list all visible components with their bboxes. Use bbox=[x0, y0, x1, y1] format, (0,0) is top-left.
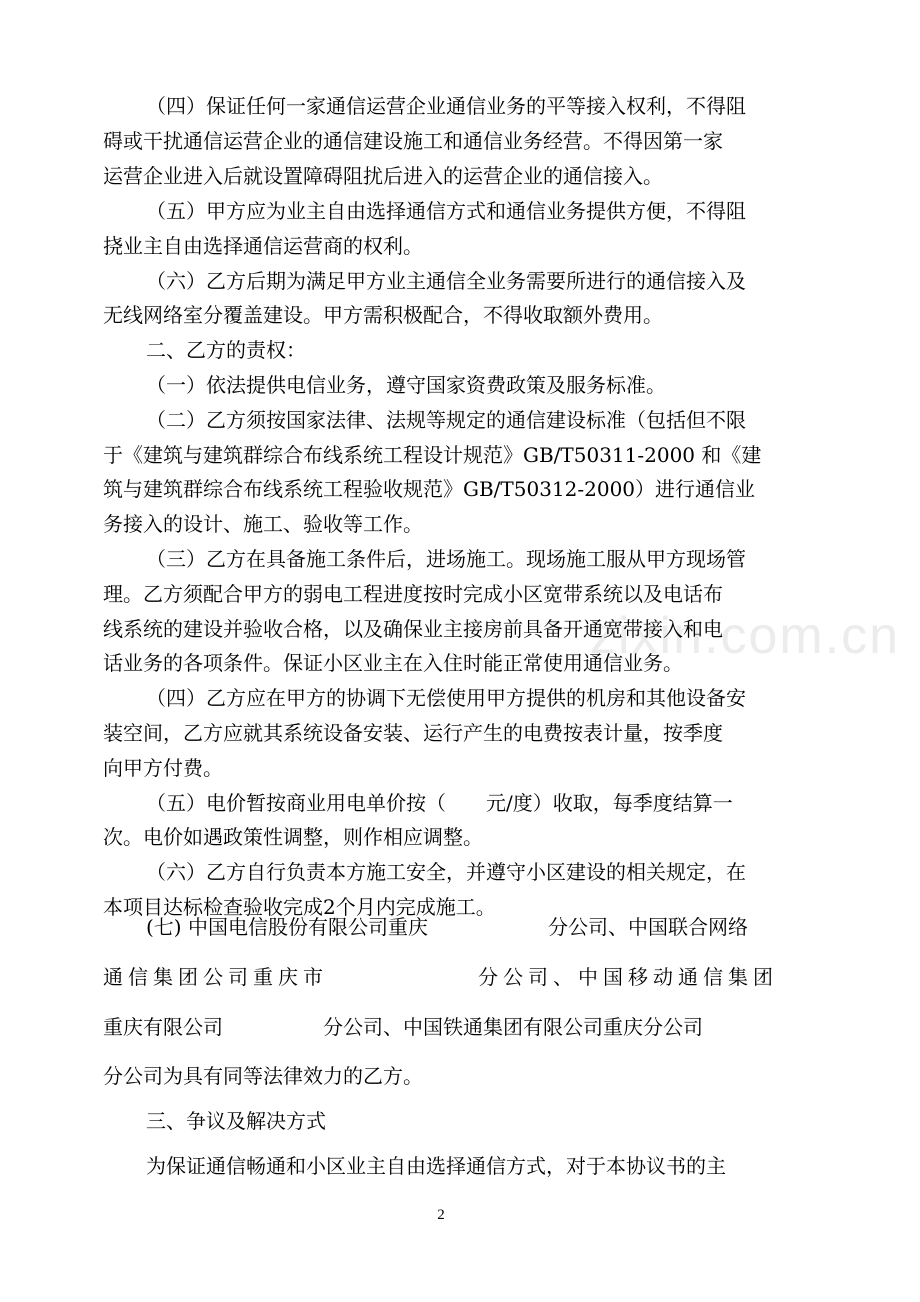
line-17: 话业务的各项条件。保证小区业主在入住时能正常使用通信业务。 bbox=[103, 651, 683, 675]
line-19: 装空间，乙方应就其系统设备安装、运行产生的电费按表计量，按季度 bbox=[103, 721, 723, 745]
line-13: 务接入的设计、施工、验收等工作。 bbox=[103, 512, 423, 536]
page-number: 2 bbox=[437, 1207, 445, 1223]
line-26: 通信集团公司重庆市 分公司、中国移动通信集团 bbox=[103, 965, 778, 989]
line-7: 无线网络室分覆盖建设。甲方需积极配合，不得收取额外费用。 bbox=[103, 303, 663, 327]
line-14: （三）乙方在具备施工条件后，进场施工。现场施工服从甲方现场管 bbox=[146, 547, 746, 571]
line-12: 筑与建筑群综合布线系统工程验收规范》GB/T50312-2000）进行通信业 bbox=[103, 477, 756, 501]
line-24: 本项目达标检查验收完成2个月内完成施工。 bbox=[103, 895, 496, 919]
line-22: 次。电价如遇政策性调整，则作相应调整。 bbox=[103, 825, 483, 849]
section-heading-3: 三、争议及解决方式 bbox=[146, 1109, 326, 1133]
line-2: 碍或干扰通信运营企业的通信建设施工和通信业务经营。不得因第一家 bbox=[103, 129, 723, 153]
watermark: zixin.com.cn bbox=[590, 607, 901, 665]
line-30: 为保证通信畅通和小区业主自由选择通信方式，对于本协议书的主 bbox=[146, 1154, 726, 1178]
line-15: 理。乙方须配合甲方的弱电工程进度按时完成小区宽带系统以及电话布 bbox=[103, 582, 723, 606]
line-18: （四）乙方应在甲方的协调下无偿使用甲方提供的机房和其他设备安 bbox=[146, 686, 746, 710]
line-6: （六）乙方后期为满足甲方业主通信全业务需要所进行的通信接入及 bbox=[146, 269, 746, 293]
section-heading-2: 二、乙方的责权： bbox=[146, 338, 306, 362]
line-10: （二）乙方须按国家法律、法规等规定的通信建设标准（包括但不限 bbox=[146, 408, 746, 432]
line-4: （五）甲方应为业主自由选择通信方式和通信业务提供方便，不得阻 bbox=[146, 199, 746, 223]
line-9: （一）依法提供电信业务，遵守国家资费政策及服务标准。 bbox=[146, 373, 666, 397]
line-5: 挠业主自由选择通信运营商的权利。 bbox=[103, 234, 423, 258]
line-1: （四）保证任何一家通信运营企业通信业务的平等接入权利，不得阻 bbox=[146, 94, 746, 118]
line-20: 向甲方付费。 bbox=[103, 756, 223, 780]
line-27: 重庆有限公司 分公司、中国铁通集团有限公司重庆分公司 bbox=[103, 1015, 703, 1039]
line-23: （六）乙方自行负责本方施工安全，并遵守小区建设的相关规定，在 bbox=[146, 860, 746, 884]
line-28: 分公司为具有同等法律效力的乙方。 bbox=[103, 1064, 423, 1088]
line-25: (七) 中国电信股份有限公司重庆 分公司、中国联合网络 bbox=[146, 915, 748, 939]
line-3: 运营企业进入后就设置障碍阻扰后进入的运营企业的通信接入。 bbox=[103, 164, 663, 188]
line-21: （五）电价暂按商业用电单价按（ 元/度）收取，每季度结算一 bbox=[146, 791, 733, 815]
line-11: 于《建筑与建筑群综合布线系统工程设计规范》GB/T50311-2000 和《建 bbox=[103, 443, 762, 467]
line-16: 线系统的建设并验收合格，以及确保业主接房前具备开通宽带接入和电 bbox=[103, 617, 723, 641]
